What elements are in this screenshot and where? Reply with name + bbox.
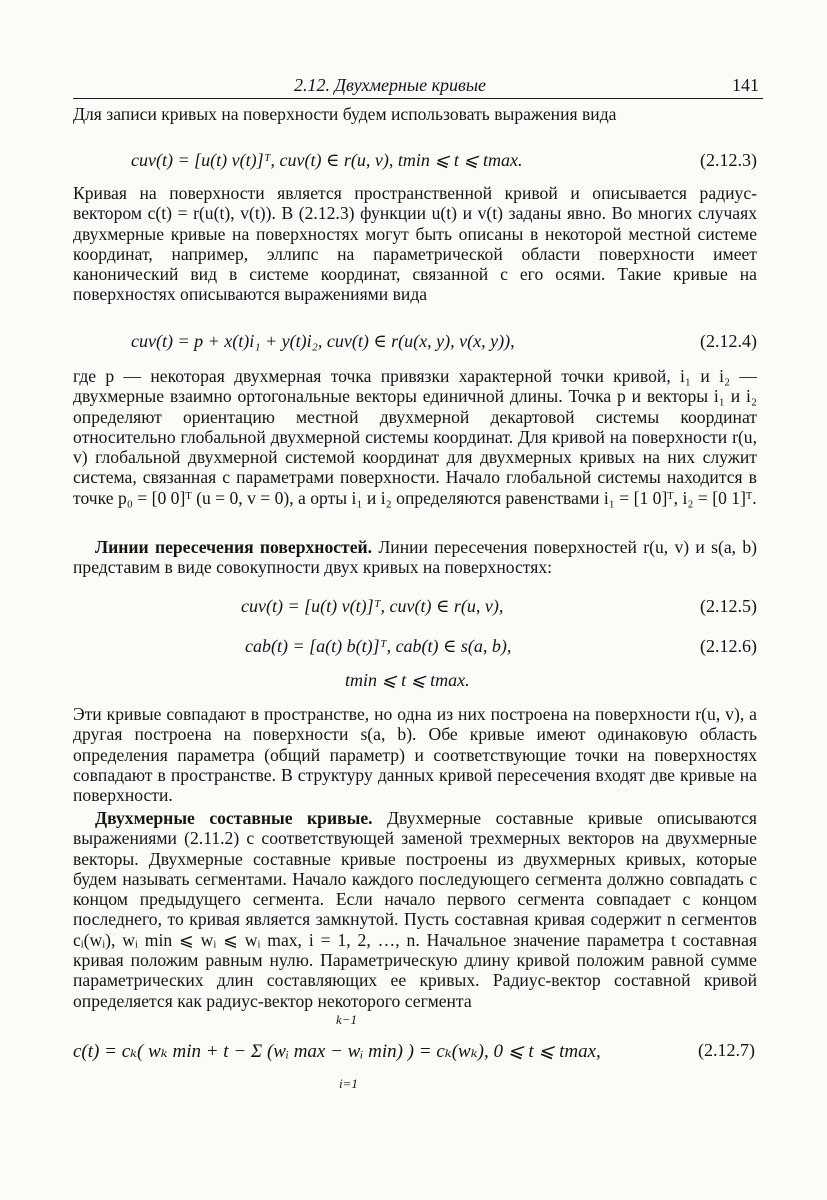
- equation-number: (2.12.3): [700, 150, 757, 170]
- paragraph-body: Линии пересечения поверхностей r(u, v) и s(a, b) представим в виде совокупности двух кривых на поверхностях:: [73, 537, 757, 578]
- equation-formula: cab(t) = [a(t) b(t)]ᵀ, cab(t) ∈ s(a, b),: [245, 636, 512, 656]
- equation-2-12-3: [73, 150, 757, 176]
- paragraph-local-coordinates: где p — некоторая двухмерная точка привязки характерной точки кривой, i₁ и i₂ — двухмерные взаимно ортогональные векторы единичной длины. Точка p и векторы i₁ и i₂ определяют ориентацию местной двухмерной декартовой системы координат относительно глобальной двухмерной системы координат. Для кривой на поверхности r(u, v) глобальной двухмерной системой координат для двухмерных кривых на них служит система, связанная с параметрами поверхности. Начало глобальной системы находится в точке p₀ = [0 0]ᵀ (u = 0, v = 0), а орты i₁ и i₂ определяются равенствами i₁ = [1 0]ᵀ, i₂ = [0 1]ᵀ.: [73, 366, 757, 508]
- equation-number: (2.12.4): [700, 331, 757, 351]
- sum-lower-limit: i=1: [339, 1076, 358, 1091]
- equation-formula: cuv(t) = p + x(t)i₁ + y(t)i₂, cuv(t) ∈ r(u(x, y), v(x, y)),: [131, 331, 515, 351]
- paragraph-heading: Линии пересечения поверхностей.: [95, 537, 373, 557]
- paragraph-curve-on-surface: Кривая на поверхности является пространственной кривой и описывается радиус-вектором c(t) = r(u(t), v(t)). В (2.12.3) функции u(t) и v(t) заданы явно. Во многих случаях двухмерные кривые на поверхностях могут быть описаны в некоторой местной системе координат, например, эллипс на параметрической области поверхности имеет канонический вид в системе координат, связанной с его осями. Такие кривые на поверхностях описываются выражениями вида: [73, 183, 757, 305]
- equation-formula: c(t) = cₖ( wₖ min + t − Σ (wᵢ max − wᵢ min) ) = cₖ(wₖ), 0 ⩽ t ⩽ tmax,: [73, 1041, 601, 1062]
- section-title: 2.12. Двухмерные кривые: [294, 75, 487, 95]
- paragraph-composite-curves: [73, 808, 757, 1011]
- equation-formula: tmin ⩽ t ⩽ tmax.: [345, 670, 470, 690]
- paragraph-body: Двухмерные составные кривые описываются выражениями (2.11.2) с соответствующей заменой трехмерных векторов на двухмерные векторы. Двухмерные составные кривые построены из двухмерных кривых, которые будем называть сегментами. Начало каждого последующего сегмента должно совпадать с концом предыдущего сегмента. Если начало первого сегмента совпадает с концом последнего, то кривая является замкнутой. Пусть составная кривая содержит n сегментов cᵢ(wᵢ), wᵢ min ⩽ wᵢ ⩽ wᵢ max, i = 1, 2, …, n. Начальное значение параметра t составная кривая положим равным нулю. Параметрическую длину кривой положим равной сумме параметрических длин составляющих ее кривых. Радиус-вектор составной кривой определяется как радиус-вектор некоторого сегмента: [73, 808, 757, 1011]
- paragraph-intro: Для записи кривых на поверхности будем использовать выражения вида: [73, 104, 617, 124]
- running-header: [73, 74, 763, 99]
- equation-2-12-5: [73, 596, 757, 622]
- equation-formula: cuv(t) = [u(t) v(t)]ᵀ, cuv(t) ∈ r(u, v),: [241, 596, 504, 616]
- paragraph-heading: Двухмерные составные кривые.: [95, 808, 373, 828]
- page-number: 141: [732, 75, 759, 95]
- sum-upper-limit: k−1: [336, 1012, 358, 1027]
- equation-2-12-6: [73, 636, 757, 662]
- equation-2-12-7: [73, 1012, 763, 1092]
- equation-parameter-range: [73, 670, 757, 696]
- equation-number: (2.12.7): [698, 1040, 755, 1060]
- equation-formula: cuv(t) = [u(t) v(t)]ᵀ, cuv(t) ∈ r(u, v), tmin ⩽ t ⩽ tmax.: [131, 150, 523, 170]
- equation-2-12-4: [73, 331, 757, 357]
- equation-number: (2.12.6): [700, 636, 757, 656]
- paragraph-intersection-description: Эти кривые совпадают в пространстве, но одна из них построена на поверхности r(u, v), а другая построена на поверхности s(a, b). Обе кривые имеют одинаковую область определения параметра (общий параметр) и соответствующие точки на поверхностях совпадают в пространстве. В структуру данных кривой пересечения входят две кривые на поверхности.: [73, 704, 757, 806]
- paragraph-intersection-lines: [73, 537, 757, 578]
- equation-number: (2.12.5): [700, 596, 757, 616]
